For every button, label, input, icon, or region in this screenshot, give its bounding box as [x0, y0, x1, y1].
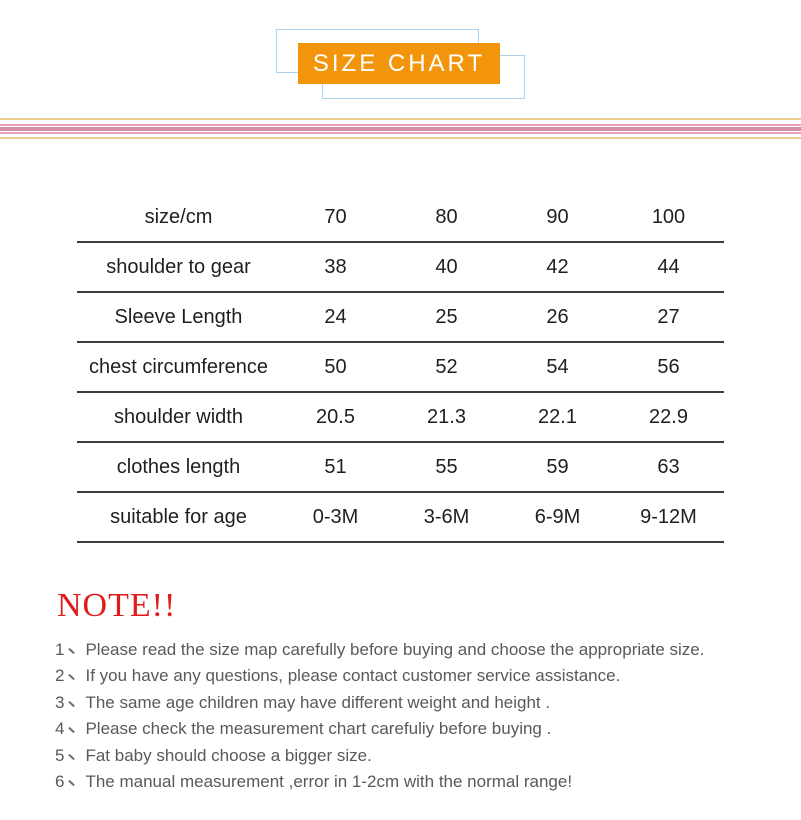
cell-value: 24 — [280, 292, 391, 342]
cell-value: 63 — [613, 442, 724, 492]
cell-value: 52 — [391, 342, 502, 392]
enumeration-mark — [69, 780, 76, 786]
notes-list — [55, 637, 704, 795]
cell-value: 22.1 — [502, 392, 613, 442]
note-number: 3 — [55, 692, 65, 712]
cell-value: 25 — [391, 292, 502, 342]
cell-value: 50 — [280, 342, 391, 392]
cell-value: 26 — [502, 292, 613, 342]
cell-value: 22.9 — [613, 392, 724, 442]
enumeration-mark — [69, 701, 76, 707]
enumeration-mark — [69, 727, 76, 733]
cell-value: 56 — [613, 342, 724, 392]
row-label: clothes length — [77, 442, 280, 492]
note-number: 4 — [55, 719, 65, 739]
enumeration-mark — [69, 648, 76, 654]
stripe-line — [0, 132, 801, 134]
table-row — [77, 242, 724, 292]
table-row — [77, 442, 724, 492]
cell-value: 55 — [391, 442, 502, 492]
note-text: If you have any questions, please contact customer service assistance. — [85, 666, 621, 686]
row-label: chest circumference — [77, 342, 280, 392]
column-header: 80 — [391, 193, 502, 242]
table-row — [77, 342, 724, 392]
row-label: shoulder width — [77, 392, 280, 442]
table-row — [77, 292, 724, 342]
column-header: 100 — [613, 193, 724, 242]
cell-value: 42 — [502, 242, 613, 292]
note-text: Please read the size map carefully before buying and choose the appropriate size. — [85, 640, 705, 659]
note-item — [55, 716, 704, 742]
enumeration-mark — [69, 674, 76, 680]
cell-value: 51 — [280, 442, 391, 492]
cell-value: 40 — [391, 242, 502, 292]
cell-value: 38 — [280, 242, 391, 292]
note-number: 5 — [55, 745, 65, 765]
stripe-line — [0, 124, 801, 126]
note-item — [55, 743, 704, 769]
note-heading: NOTE!! — [57, 587, 177, 624]
note-item — [55, 663, 704, 689]
cell-value: 54 — [502, 342, 613, 392]
cell-value: 59 — [502, 442, 613, 492]
cell-value: 20.5 — [280, 392, 391, 442]
table-row — [77, 392, 724, 442]
cell-value: 3-6M — [391, 492, 502, 542]
stripe-line — [0, 118, 801, 120]
size-chart-title: SIZE CHART — [298, 43, 500, 84]
cell-value: 21.3 — [391, 392, 502, 442]
column-header: 70 — [280, 193, 391, 242]
note-item — [55, 637, 704, 663]
stripe-line — [0, 127, 801, 131]
stripe-line — [0, 137, 801, 139]
note-text: Fat baby should choose a bigger size. — [85, 745, 372, 765]
table-header-row — [77, 193, 724, 242]
note-number: 2 — [55, 666, 65, 686]
note-item — [55, 769, 704, 795]
column-header: 90 — [502, 193, 613, 242]
column-header: size/cm — [77, 193, 280, 242]
divider-stripes — [0, 118, 801, 139]
enumeration-mark — [69, 753, 76, 759]
note-number: 1 — [55, 640, 65, 659]
row-label: suitable for age — [77, 492, 280, 542]
row-label: shoulder to gear — [77, 242, 280, 292]
cell-value: 27 — [613, 292, 724, 342]
note-number: 6 — [55, 771, 65, 791]
table-row — [77, 492, 724, 542]
cell-value: 6-9M — [502, 492, 613, 542]
note-text: The manual measurement ,error in 1-2cm with the normal range! — [85, 771, 573, 791]
note-text: Please check the measurement chart carefuliy before buying . — [85, 719, 552, 739]
cell-value: 9-12M — [613, 492, 724, 542]
size-table — [77, 193, 724, 543]
row-label: Sleeve Length — [77, 292, 280, 342]
cell-value: 0-3M — [280, 492, 391, 542]
note-text: The same age children may have different weight and height . — [85, 692, 551, 712]
cell-value: 44 — [613, 242, 724, 292]
note-item — [55, 690, 704, 716]
